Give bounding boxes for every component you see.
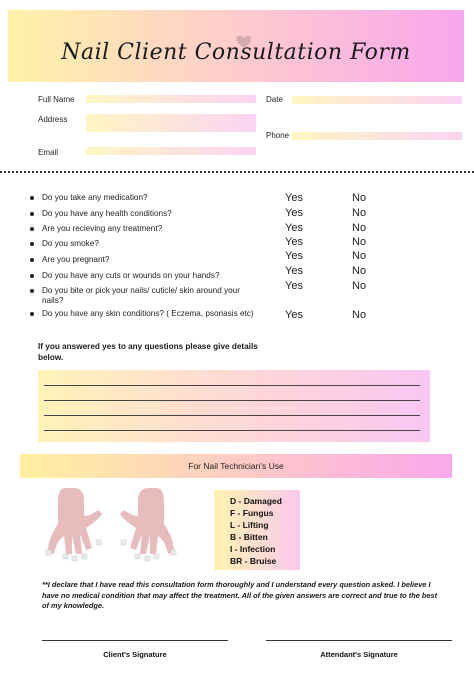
question-text: Do you smoke? <box>42 239 99 248</box>
legend-item: D - Damaged <box>230 496 282 506</box>
details-line <box>44 385 420 386</box>
date-field[interactable] <box>292 96 462 104</box>
email-label: Email <box>38 148 59 157</box>
details-instructions: If you answered yes to any questions please give details below. <box>38 342 258 362</box>
client-signature-line[interactable] <box>42 640 228 641</box>
technician-section-bar <box>20 454 452 478</box>
question-text: Do you bite or pick your nails/ cuticle/ skin around your nails? <box>42 286 240 305</box>
declaration-text: **I declare that I have read this consultation form thoroughly and I understand every question asked. I believe I have no medical condition that may affect the treatment. All of the given answers are correct and true to the best of my knowledge. <box>42 580 438 610</box>
bullet-icon <box>30 258 34 262</box>
full-name-label: Full Name <box>38 95 75 104</box>
question-text: Do you have any cuts or wounds on your hands? <box>42 271 220 280</box>
bullet-icon <box>30 196 34 200</box>
legend-item: I - Infection <box>230 544 276 554</box>
answer-no[interactable]: No <box>352 280 367 292</box>
details-line <box>44 400 420 401</box>
answer-no[interactable]: No <box>352 309 367 321</box>
legend-item: BR - Bruise <box>230 556 277 566</box>
attendant-signature-line[interactable] <box>266 640 452 641</box>
question-text: Do you have any skin conditions? ( Eczema, psoriasis etc) <box>42 309 254 318</box>
answer-no[interactable]: No <box>352 236 367 248</box>
answer-yes[interactable]: Yes <box>285 250 303 262</box>
legend-item: F - Fungus <box>230 508 274 518</box>
details-line <box>44 415 420 416</box>
answer-yes[interactable]: Yes <box>285 265 303 277</box>
answer-yes[interactable]: Yes <box>285 236 303 248</box>
address-field[interactable] <box>86 114 256 132</box>
phone-label: Phone <box>266 131 290 140</box>
answer-yes[interactable]: Yes <box>285 192 303 204</box>
bullet-icon <box>30 312 34 316</box>
question-text: Are you recieving any treatment? <box>42 224 163 233</box>
phone-field[interactable] <box>292 132 462 140</box>
answer-yes[interactable]: Yes <box>285 207 303 219</box>
client-signature-label: Client's Signature <box>103 650 167 659</box>
question-text: Do you have any health conditions? <box>42 209 172 218</box>
answer-no[interactable]: No <box>352 265 367 277</box>
legend-item: B - Bitten <box>230 532 268 542</box>
address-label: Address <box>38 115 68 124</box>
bullet-icon <box>30 212 34 216</box>
answer-no[interactable]: No <box>352 250 367 262</box>
right-hand-icon <box>120 488 176 561</box>
answer-no[interactable]: No <box>352 222 367 234</box>
email-field[interactable] <box>86 147 256 155</box>
technician-section-label: For Nail Technician's Use <box>188 461 284 471</box>
hands-diagram <box>40 484 190 574</box>
full-name-field[interactable] <box>86 95 256 103</box>
bullet-icon <box>30 289 34 293</box>
bullet-icon <box>30 242 34 246</box>
left-hand-icon <box>46 488 102 561</box>
form-header <box>8 10 464 82</box>
date-label: Date <box>266 95 283 104</box>
question-text: Do you take any medication? <box>42 193 148 202</box>
answer-yes[interactable]: Yes <box>285 280 303 292</box>
section-divider <box>0 171 474 173</box>
answer-no[interactable]: No <box>352 207 367 219</box>
details-box[interactable] <box>38 370 430 442</box>
legend-item: L - Lifting <box>230 520 269 530</box>
details-line <box>44 430 420 431</box>
answer-yes[interactable]: Yes <box>285 222 303 234</box>
attendant-signature-label: Attendant's Signature <box>320 650 398 659</box>
question-text: Are you pregnant? <box>42 255 110 264</box>
answer-no[interactable]: No <box>352 192 367 204</box>
condition-legend <box>214 490 300 570</box>
answer-yes[interactable]: Yes <box>285 309 303 321</box>
bullet-icon <box>30 274 34 278</box>
page-title: Nail Client Consultation Form <box>61 40 411 65</box>
bullet-icon <box>30 227 34 231</box>
